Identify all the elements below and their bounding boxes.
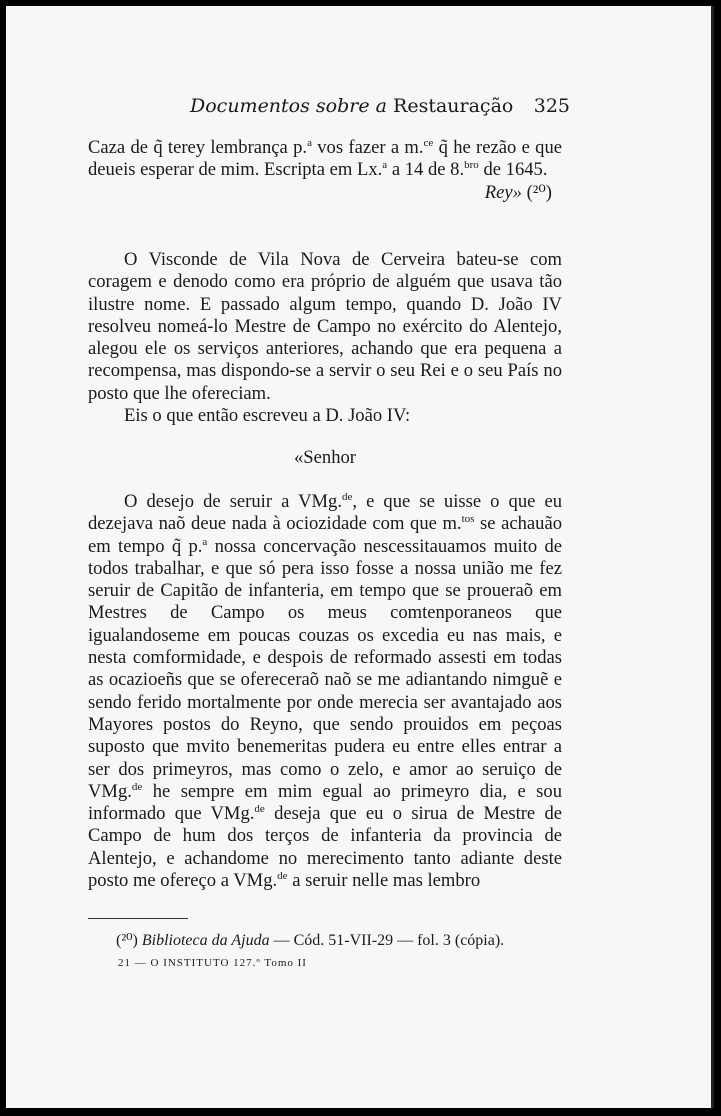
page-number: 325 xyxy=(533,95,570,117)
paragraph-intro-letter: Eis o que então escreveu a D. João IV: xyxy=(124,405,411,427)
letter-closing-block xyxy=(88,137,562,204)
narrative-paragraph xyxy=(88,249,562,427)
footnote: (²⁰) Biblioteca da Ajuda — Cód. 51-VII-29 — fol. 3 (cópia). xyxy=(116,932,505,949)
header-title: Documentos sobre a Restauração xyxy=(190,95,514,117)
paragraph-visconde: O Visconde de Vila Nova de Cerveira bateu-se com coragem e denodo como era próprio de alguém que usava tão ilustre nome. E passado algum tempo, quando D. João IV resolveu nomeá-lo Mestre de Campo no exército do Alentejo, alegou ele os serviços anteriores, achando que era pequena a recompensa, mas dispondo-se a servir o seu Rei e o seu País no posto que lhe ofereciam. xyxy=(88,249,562,404)
footnote-rule xyxy=(88,918,188,919)
signoff: Rey» (²⁰) xyxy=(484,181,552,203)
salutation: «Senhor xyxy=(294,447,356,468)
printer-signature: 21 — O INSTITUTO 127.º Tomo II xyxy=(118,957,307,969)
running-header xyxy=(190,94,570,118)
letter-body xyxy=(88,491,562,892)
page xyxy=(6,6,714,1108)
letter-paragraph: O desejo de seruir a VMg.$^{de}$, e que se uisse o que eu dezejava naõ deue nada à ociozidade com que m.$^{tos}$ se achauão em tempo q̃ p.$^a$ nossa concervação nescessitauamos muito de todos trabalhar, e que só pera isso fosse a nossa união me fez seruir de Capitão de infanteria, em tempo que se prouerаõ em Mestres de Campo os meus comtenporaneos que igualandoseme em poucas couzas os excedia eu nas mais, e nesta comformidade, e despois de reformado assesti em todas as ocazioeñs que se oferecerаõ naõ se me adiantando nimguẽ e sendo ferido mortalmente por onde merecia ser avantajado aos Mayores postos do Reyno, que sendo prouidos em peçoas suposto que mvito benemeritas pudera eu entre elles entrar a ser dos primeyros, mas como o zelo, e amor ao seruiço de VMg.$^{de}$ he sempre em mim egual ao primeyro dia, e sou informado que VMg.$^{de}$ deseja que eu o sirua de Mestre de Campo de hum dos terços de infanteria da provincia de Alentejo, e achandome no merecimento tanto adiante deste posto me ofereço a VMg.$^{de}$ a seruir nelle mas lembro xyxy=(88,491,563,892)
letter-closing-text: Caza de q̃ terey lembrança p.$^a$ vos fazer a m.$^{ce}$ q̃ he rezão e que deueis esperar de mim. Escripta em Lx.$^a$ a 14 de 8.$^{bro}$ de 1645. xyxy=(88,137,562,181)
